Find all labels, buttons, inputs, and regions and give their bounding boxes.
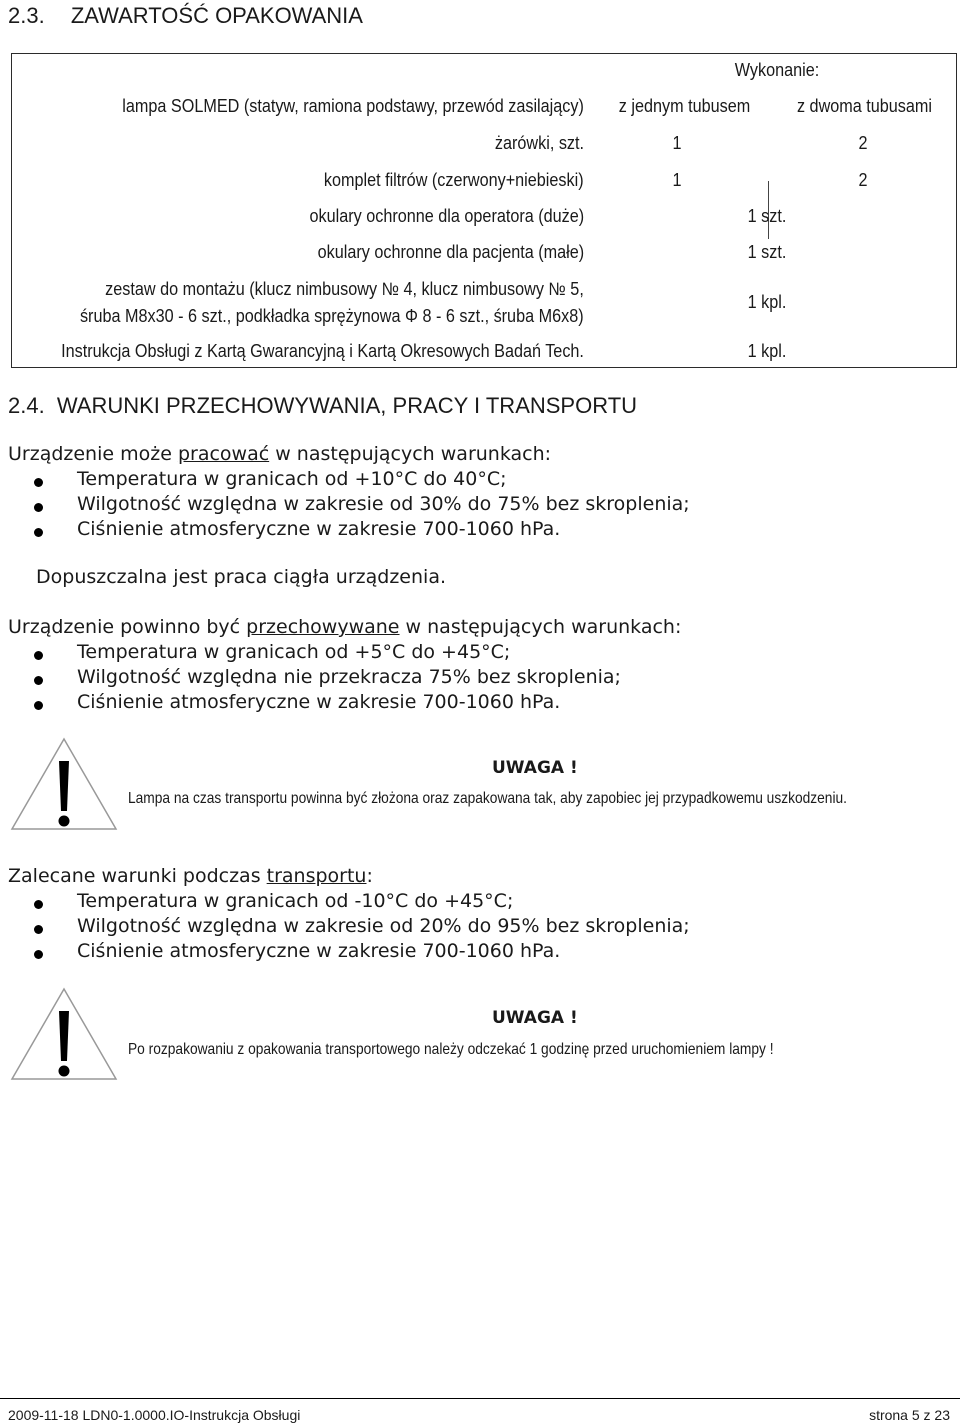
warning-title: UWAGA !: [492, 758, 578, 778]
table-cell-both: 1 kpl.: [747, 341, 787, 361]
section-heading-2-3: [8, 3, 363, 29]
table-cell-both: 1 szt.: [747, 242, 787, 262]
transport-keyword: transportu: [266, 865, 367, 887]
table-row-label-line2: śruba M8x30 - 6 szt., podkładka sprężynowa Φ 8 - 6 szt., śruba M6x8): [80, 306, 584, 326]
table-cell-one: 1: [672, 133, 682, 153]
section-number: 2.4.: [8, 393, 45, 418]
bullet-dot-icon: [34, 528, 43, 537]
storage-bullet: Temperatura w granicach od +5°C do +45°C;: [77, 641, 511, 663]
transport-bullet: Ciśnienie atmosferyczne w zakresie 700-1060 hPa.: [77, 940, 561, 962]
warning-title: UWAGA !: [492, 1008, 578, 1028]
table-cell-two: 2: [858, 133, 868, 153]
table-row-label: Instrukcja Obsługi z Kartą Gwarancyjną i Kartą Okresowych Badań Tech.: [61, 341, 584, 361]
bullet-dot-icon: [34, 651, 43, 660]
storage-keyword: przechowywane: [246, 616, 400, 638]
work-conditions-intro: Urządzenie może pracować w następujących warunkach:: [8, 443, 552, 465]
bullet-dot-icon: [34, 478, 43, 487]
transport-bullet: Temperatura w granicach od -10°C do +45°C;: [77, 890, 514, 912]
footer-document-id: 2009-11-18 LDN0-1.0000.IO-Instrukcja Obsługi: [8, 1407, 301, 1423]
bullet-dot-icon: [34, 950, 43, 959]
warning-text: Po rozpakowaniu z opakowania transportowego należy odczekać 1 godzinę przed uruchomieniem lampy !: [128, 1041, 774, 1058]
bullet-dot-icon: [34, 701, 43, 710]
variant-header: Wykonanie:: [734, 60, 820, 80]
section-title: ZAWARTOŚĆ OPAKOWANIA: [70, 3, 363, 28]
table-row-label: komplet filtrów (czerwony+niebieski): [324, 170, 584, 190]
work-keyword: pracować: [177, 443, 270, 465]
work-bullet: Temperatura w granicach od +10°C do 40°C;: [77, 468, 507, 490]
section-heading-2-4: [8, 393, 637, 419]
warning-triangle-icon: [10, 987, 118, 1081]
transport-conditions-intro: Zalecane warunki podczas transportu:: [8, 865, 373, 887]
storage-bullet: Wilgotność względna nie przekracza 75% bez skroplenia;: [77, 666, 621, 688]
table-cell-both: 1 szt.: [747, 206, 787, 226]
bullet-dot-icon: [34, 900, 43, 909]
section-title: WARUNKI PRZECHOWYWANIA, PRACY I TRANSPORTU: [56, 393, 638, 418]
column-two-tubes: z dwoma tubusami: [796, 96, 933, 116]
table-cell-two: 2: [858, 170, 868, 190]
storage-bullet: Ciśnienie atmosferyczne w zakresie 700-1060 hPa.: [77, 691, 561, 713]
column-one-tube: z jednym tubusem: [618, 96, 751, 116]
package-contents-table: [11, 53, 957, 368]
footer-page-number: strona 5 z 23: [869, 1407, 950, 1423]
table-cell-one: 1: [672, 170, 682, 190]
bullet-dot-icon: [34, 676, 43, 685]
table-row-label: okulary ochronne dla pacjenta (małe): [317, 242, 584, 262]
storage-conditions-intro: Urządzenie powinno być przechowywane w następujących warunkach:: [8, 616, 682, 638]
section-number: 2.3.: [8, 3, 45, 28]
warning-triangle-icon: [10, 737, 118, 831]
transport-bullet: Wilgotność względna w zakresie od 20% do 95% bez skroplenia;: [77, 915, 690, 937]
warning-text: Lampa na czas transportu powinna być złożona oraz zapakowana tak, aby zapobiec jej przypadkowemu uszkodzeniu.: [128, 790, 848, 807]
bullet-dot-icon: [34, 925, 43, 934]
table-cell-both: 1 kpl.: [747, 292, 787, 312]
continuous-work-note: Dopuszczalna jest praca ciągła urządzenia.: [36, 566, 447, 588]
work-bullet: Wilgotność względna w zakresie od 30% do 75% bez skroplenia;: [77, 493, 690, 515]
table-row-label-line1: zestaw do montażu (klucz nimbusowy № 4, klucz nimbusowy № 5,: [105, 279, 584, 299]
lamp-label: lampa SOLMED (statyw, ramiona podstawy, przewód zasilający): [122, 96, 584, 116]
table-row-label: żarówki, szt.: [494, 133, 584, 153]
bullet-dot-icon: [34, 503, 43, 512]
work-bullet: Ciśnienie atmosferyczne w zakresie 700-1060 hPa.: [77, 518, 561, 540]
footer-divider: [0, 1398, 960, 1399]
table-row-label: okulary ochronne dla operatora (duże): [309, 206, 584, 226]
